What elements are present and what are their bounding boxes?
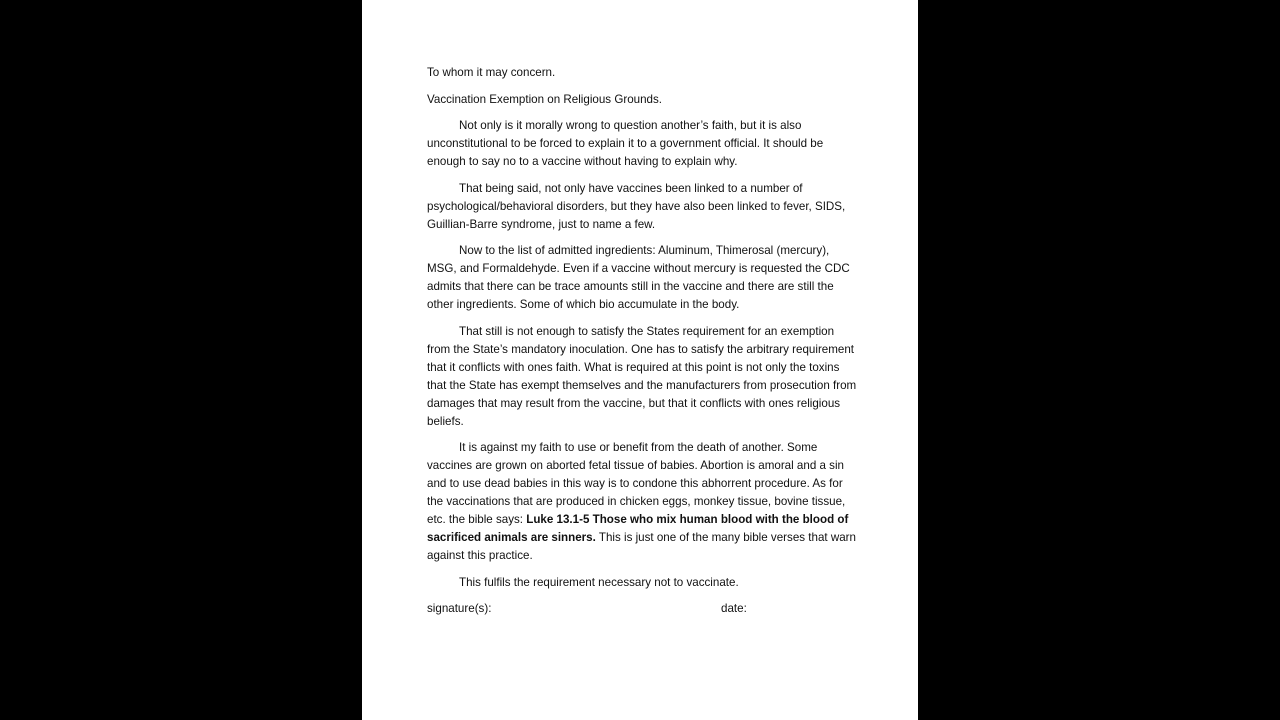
paragraph-health-risks: That being said, not only have vaccines been linked to a number of psychological/behavioral disorders, but they have also been linked to fever, SIDS, Guillian-Barre syndrome, just to name a few. [427,181,846,231]
signature-label: signature(s): [427,602,492,615]
date-label: date: [721,602,747,615]
letter-body [427,64,857,618]
signature-row [427,600,857,618]
bible-verse: Luke 13.1-5 Those who mix human blood with the blood of sacrificed animals are sinners. [427,513,849,544]
faith-text-after: This is just one of the many bible verses that warn against this practice. [427,531,856,562]
subject-line: Vaccination Exemption on Religious Grounds. [427,92,663,106]
paragraph-faith [427,439,857,565]
salutation: To whom it may concern. [427,66,556,79]
paragraph-state-requirement: That still is not enough to satisfy the States requirement for an exemption from the State’s mandatory inoculation. One has to satisfy the arbitrary requirement that it conflicts with ones faith. What is required at this point is not only the toxins that the State has exempt themselves and the manufacturers from prosecution from damages that may result from the vaccine, but that it conflicts with ones religious beliefs. [427,324,857,428]
paragraph-constitutional: Not only is it morally wrong to question another’s faith, but it is also unconstitutional to be forced to explain it to a government official. It should be enough to say no to a vaccine without having to explain why. [427,119,824,168]
paragraph-ingredients: Now to the list of admitted ingredients: Aluminum, Thimerosal (mercury), MSG, and Formaldehyde. Even if a vaccine without mercury is requested the CDC admits that there can be trace amounts still in the vaccine and there are still the other ingredients. Some of which bio accumulate in the body. [427,244,850,311]
document-page [362,0,918,720]
closing-statement: This fulfils the requirement necessary not to vaccinate. [459,575,739,589]
faith-text-before: It is against my faith to use or benefit from the death of another. Some vaccines are grown on aborted fetal tissue of babies. Abortion is amoral and a sin and to use dead babies in this way is to condone this abhorrent procedure. As for the vaccinations that are produced in chicken eggs, monkey tissue, bovine tissue, etc. the bible says: [427,441,846,526]
